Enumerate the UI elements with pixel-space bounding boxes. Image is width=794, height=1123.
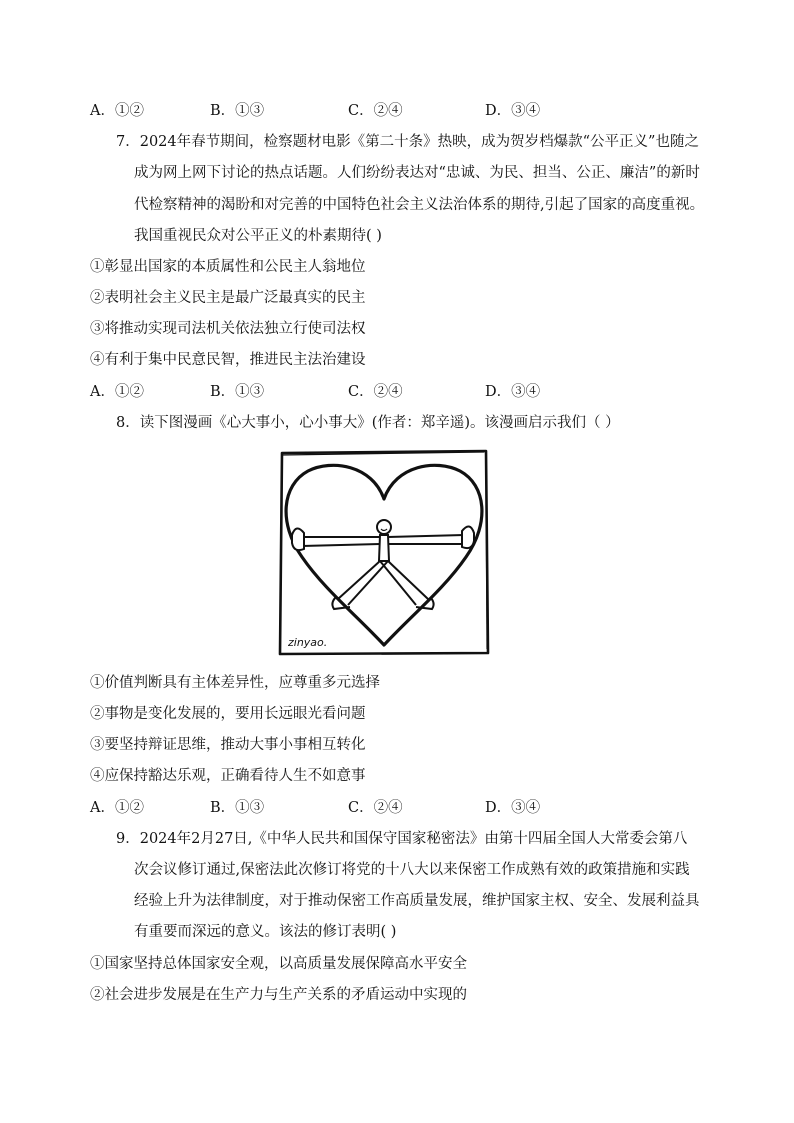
- option-a: A．①②: [90, 800, 144, 816]
- q8-item-3: ③要坚持辩证思维，推动大事小事相互转化: [90, 737, 366, 753]
- figure-torso: [379, 535, 389, 561]
- q7-options: [90, 382, 610, 402]
- option-d: D．③④: [485, 800, 541, 816]
- q7-stem-line-2: 成为网上网下讨论的热点话题。人们纷纷表达对“忠诚、为民、担当、公正、廉洁”的新时: [134, 165, 700, 181]
- option-c: C．②④: [348, 384, 403, 400]
- option-b: B．①③: [210, 103, 265, 119]
- q7-item-1: ①彰显出国家的本质属性和公民主人翁地位: [90, 259, 366, 275]
- figure-right-leg: [380, 561, 428, 605]
- cartoon-svg: [276, 449, 492, 657]
- option-a: A．①②: [90, 384, 144, 400]
- q9-stem-line-4: 有重要而深远的意义。该法的修订表明( ): [134, 924, 397, 940]
- figure-left-arm: [302, 537, 380, 546]
- q9-stem-line-2: 次会议修订通过,保密法此次修订将党的十八大以来保密工作成熟有效的政策措施和实践: [134, 862, 690, 878]
- option-b: B．①③: [210, 384, 265, 400]
- option-c: C．②④: [348, 103, 403, 119]
- q9-stem-line-3: 经验上升为法律制度，对于推动保密工作高质量发展，维护国家主权、安全、发展利益具: [134, 893, 700, 909]
- q8-stem: 8．读下图漫画《心大事小，心小事大》(作者：郑辛遥)。该漫画启示我们（ ）: [116, 415, 620, 431]
- artist-signature: zinyao.: [288, 636, 328, 649]
- q6-options: [90, 101, 610, 121]
- q9-item-2: ②社会进步发展是在生产力与生产关系的矛盾运动中实现的: [90, 987, 467, 1003]
- q8-options: [90, 798, 610, 818]
- figure-right-arm: [388, 535, 464, 544]
- q8-item-1: ①价值判断具有主体差异性，应尊重多元选择: [90, 675, 380, 691]
- q9-stem-line-1: 9．2024年2月27日,《中华人民共和国保守国家秘密法》由第十四届全国人大常委会第八: [116, 831, 688, 847]
- q7-item-3: ③将推动实现司法机关依法独立行使司法权: [90, 321, 366, 337]
- q7-item-2: ②表明社会主义民主是最广泛最真实的民主: [90, 290, 366, 306]
- option-a: A．①②: [90, 103, 144, 119]
- cartoon-heart-figure: [276, 449, 492, 657]
- option-d: D．③④: [485, 384, 541, 400]
- option-b: B．①③: [210, 800, 265, 816]
- q7-item-4: ④有利于集中民意民智，推进民主法治建设: [90, 352, 366, 368]
- q7-stem-line-4: 我国重视民众对公平正义的朴素期待( ): [134, 228, 382, 244]
- q9-item-1: ①国家坚持总体国家安全观，以高质量发展保障高水平安全: [90, 956, 467, 972]
- q7-stem-line-3: 代检察精神的渴盼和对完善的中国特色社会主义法治体系的期待,引起了国家的高度重视。: [134, 197, 705, 213]
- option-d: D．③④: [485, 103, 541, 119]
- option-c: C．②④: [348, 800, 403, 816]
- figure-left-leg: [338, 561, 388, 605]
- q8-item-4: ④应保持豁达乐观，正确看待人生不如意事: [90, 768, 366, 784]
- q7-stem-line-1: 7．2024年春节期间，检察题材电影《第二十条》热映，成为贺岁档爆款“公平正义”也随之: [116, 134, 699, 150]
- q8-item-2: ②事物是变化发展的，要用长远眼光看问题: [90, 706, 366, 722]
- figure-head: [377, 520, 391, 534]
